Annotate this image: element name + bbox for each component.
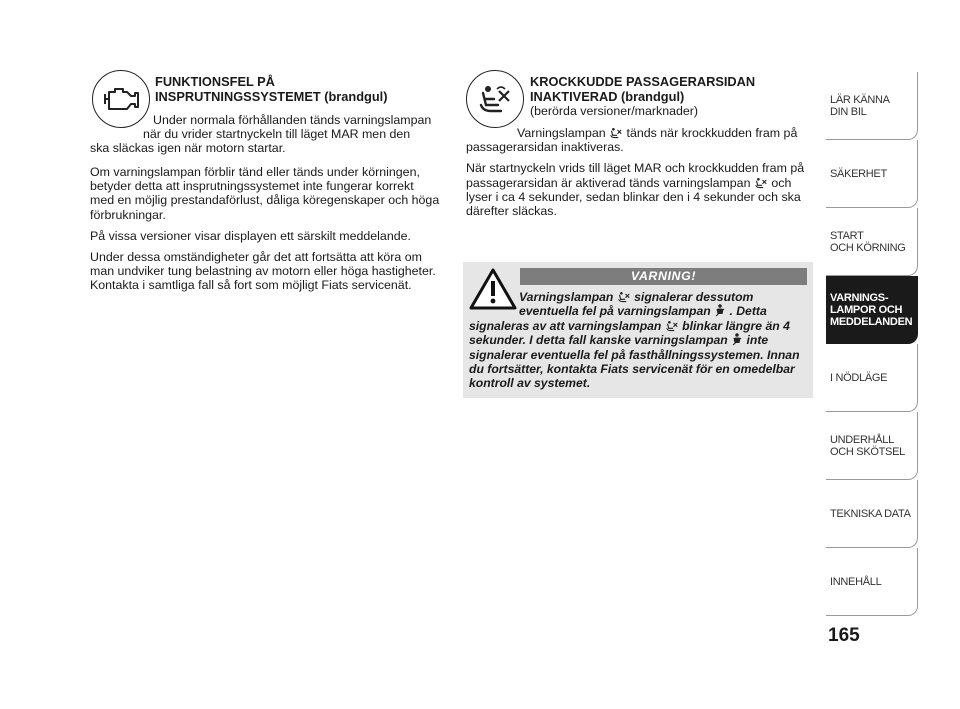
sidebar-item-innehall[interactable] <box>826 548 918 616</box>
warning-box <box>463 262 813 398</box>
warning-w8: inte signalerar eventuella fel på fasthållningssystemen. Innan du fortsätter, kontakta Fiats servicenät för en omedelbar kontroll av systemet. <box>469 333 800 391</box>
right-p1-a: Varningslampan <box>517 126 606 140</box>
right-p1-c: passagerarsidan inaktiveras. <box>466 140 624 155</box>
airbag-warning-icon-circle <box>466 70 524 128</box>
passenger-airbag-off-icon <box>477 83 513 115</box>
sidebar-item-tekniska-data[interactable] <box>826 480 918 548</box>
sidebar-item-label: UNDERHÅLL OCH SKÖTSEL <box>830 433 905 458</box>
right-subtitle: (berörda versioner/marknader) <box>530 104 699 118</box>
warning-w5: signaleras av att varningslampan <box>469 318 662 333</box>
left-intro <box>90 113 450 156</box>
right-body <box>466 126 816 225</box>
passenger-airbag-off-inline-icon <box>609 127 623 139</box>
sidebar-item-label: TEKNISKA DATA <box>830 507 911 520</box>
left-title-line1: FUNKTIONSFEL PÅ <box>155 74 275 89</box>
warning-header: VARNING! <box>520 268 807 285</box>
sidebar-item-label: LÄR KÄNNA DIN BIL <box>830 93 890 118</box>
sidebar-item-label: INNEHÅLL <box>830 575 882 588</box>
sidebar-item-label: SÄKERHET <box>830 167 887 180</box>
sidebar-item-lar-kanna[interactable] <box>826 72 918 140</box>
left-title-line2: INSPRUTNINGSSYSTEMET (brandgul) <box>155 88 388 104</box>
left-para2: På vissa versioner visar displayen ett särskilt meddelande. <box>90 228 411 243</box>
seatbelt-person-inline-icon <box>731 333 743 346</box>
right-p1-b: tänds när krockkudden fram på <box>626 126 798 140</box>
sidebar-item-start[interactable] <box>826 208 918 276</box>
chapter-sidebar <box>826 72 918 616</box>
right-p2-a: När startnyckeln vrids till läget MAR och krockkudden fram på passagerarsidan är aktiverad tänds varningslampan <box>466 161 805 190</box>
left-intro-line2: när du vrider startnyckeln till läget MAR men den <box>143 127 411 142</box>
right-p2-b: och lyser i ca 4 sekunder, sedan blinkar den i 4 sekunder och ska därefter släckas. <box>466 175 801 219</box>
left-intro-line3: ska släckas igen när motorn startar. <box>90 141 286 156</box>
sidebar-item-label: START OCH KÖRNING <box>830 229 906 254</box>
left-section-title <box>155 75 387 104</box>
warning-line1 <box>469 290 809 304</box>
passenger-airbag-off-inline-icon <box>754 177 768 189</box>
warning-w3: eventuella fel på varningslampan <box>519 304 711 319</box>
page-number: 165 <box>828 625 860 646</box>
sidebar-item-varningslampor[interactable] <box>826 276 918 344</box>
sidebar-item-i-nodlage[interactable] <box>826 344 918 412</box>
right-para2 <box>466 161 816 218</box>
right-section-title <box>530 75 755 119</box>
left-para1: Om varningslampan förblir tänd eller tänds under körningen, betyder detta att insprutningssystemet inte fungerar korrekt med en möjlig prestandaförlust, dåliga köregenskaper och höga förbrukningar. <box>90 165 440 222</box>
left-body <box>90 165 440 300</box>
warning-w1: Varningslampan <box>519 290 614 304</box>
sidebar-item-underhall[interactable] <box>826 412 918 480</box>
seatbelt-person-inline-icon <box>714 304 726 317</box>
right-title-line2: INAKTIVERAD (brandgul) <box>530 88 685 104</box>
right-title-line1: KROCKKUDDE PASSAGERARSIDAN <box>530 74 756 89</box>
sidebar-item-label: I NÖDLÄGE <box>830 371 888 384</box>
warning-w2: signalerar dessutom <box>634 290 754 304</box>
left-intro-line1: Under normala förhållanden tänds varningslampan <box>153 113 432 127</box>
warning-w4: . Detta <box>729 304 767 319</box>
passenger-airbag-off-inline-icon <box>665 320 679 332</box>
sidebar-item-sakerhet[interactable] <box>826 140 918 208</box>
engine-icon <box>101 86 141 112</box>
passenger-airbag-off-inline-icon <box>617 291 631 303</box>
warning-text <box>469 290 809 391</box>
warning-w6: blinkar längre <box>682 318 763 333</box>
sidebar-item-label: VARNINGS- LAMPOR OCH MEDDELANDEN <box>830 292 913 328</box>
right-para1 <box>466 126 816 154</box>
warning-w7: än 4 sekunder. I detta fall kanske varningslampan <box>469 318 790 348</box>
left-para3: Under dessa omständigheter går det att fortsätta att köra om man undviker tung belastning av motorn eller höga hastigheter. Kontakta i samtliga fall så fort som möjligt Fiats servicenät. <box>90 250 436 293</box>
warning-line2 <box>469 304 809 318</box>
